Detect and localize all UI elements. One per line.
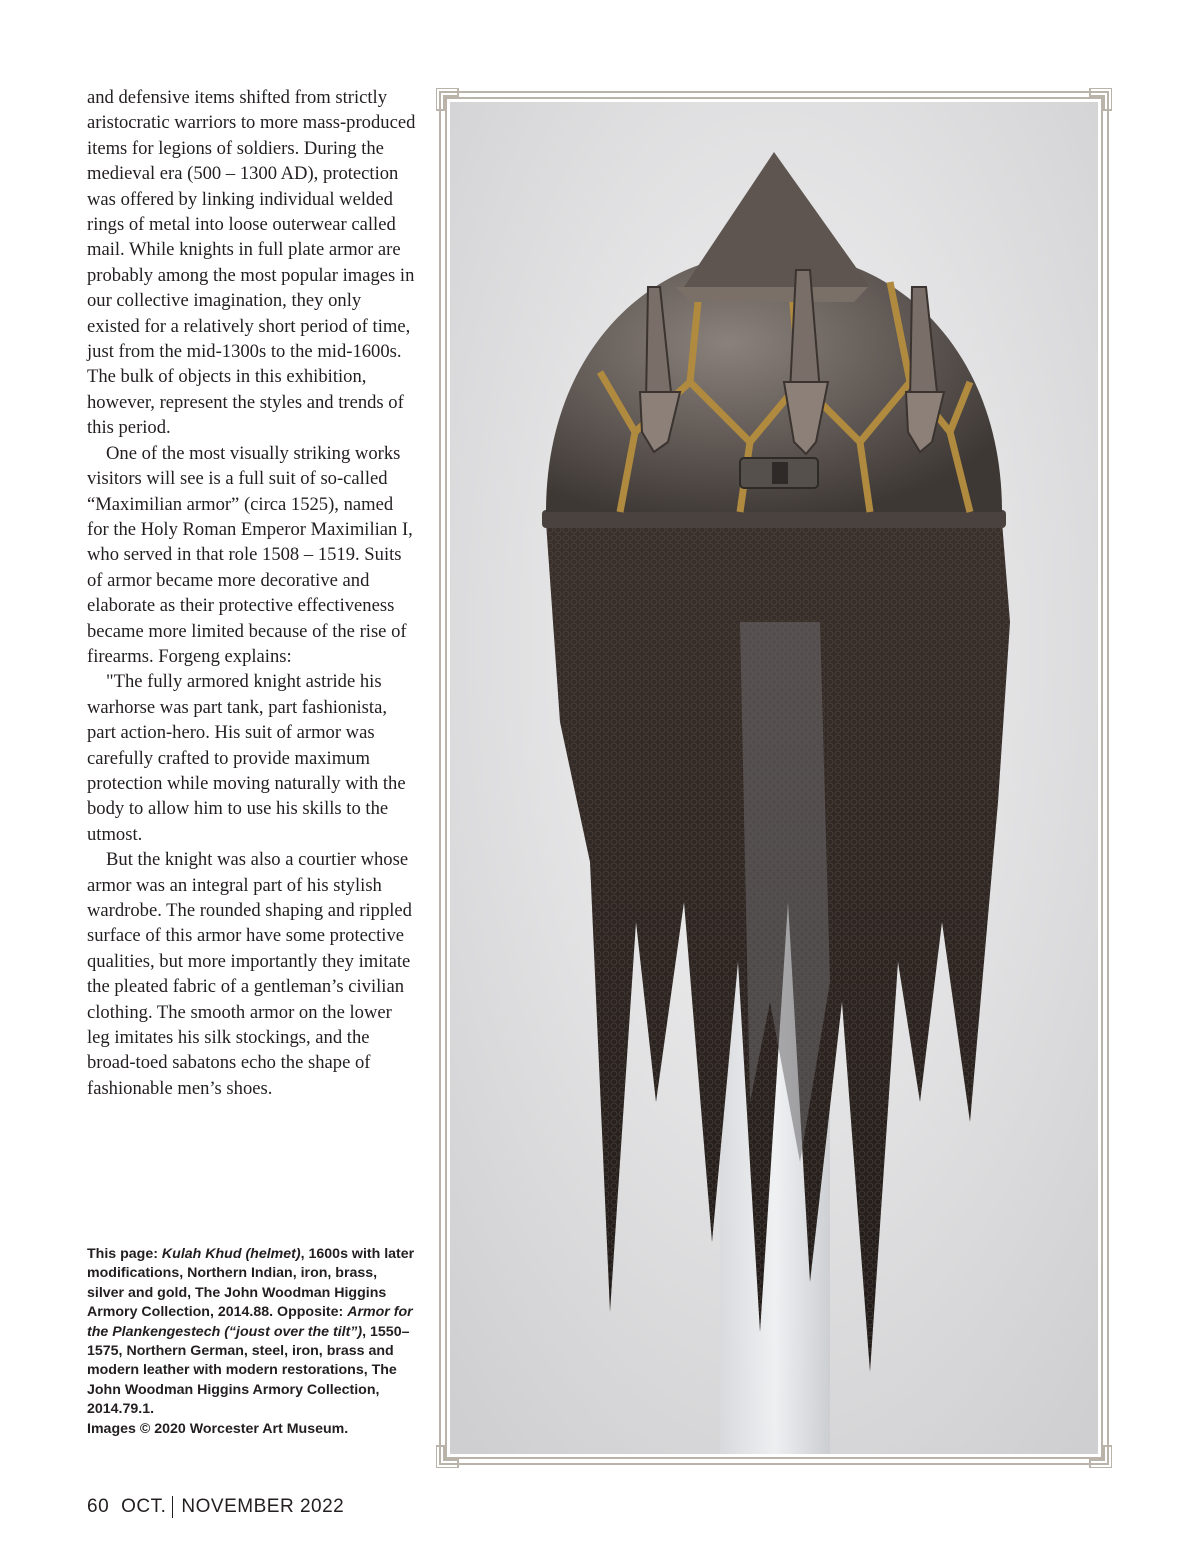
page-footer bbox=[87, 1496, 344, 1518]
issue-month-left: OCT. bbox=[121, 1496, 167, 1517]
caption-this-page-title: Kulah Khud (helmet) bbox=[161, 1246, 301, 1262]
caption-this-page-details: , 1600s with later modifications, Northern Indian, iron, brass, silver and gold, The John Woodman Higgins Armory Collection, 2014.88. bbox=[87, 1246, 415, 1321]
caption-credit: Images © 2020 Worcester Art Museum. bbox=[87, 1420, 349, 1437]
caption-opposite-title: Armor for the Plankengestech (“joust over the tilt”) bbox=[87, 1304, 413, 1340]
photo-frame bbox=[436, 88, 1112, 1468]
caption-opposite-details: , 1550–1575, Northern German, steel, iron, brass and modern leather with modern restorations, The John Woodman Higgins Armory Collection, 2014.79.1. bbox=[87, 1323, 410, 1418]
page-number: 60 bbox=[87, 1496, 110, 1517]
caption-opposite-label: Opposite: bbox=[277, 1304, 344, 1321]
caption-this-page-label: This page: bbox=[87, 1246, 158, 1262]
article-body bbox=[87, 85, 417, 1101]
paragraph-4-quote: But the knight was also a courtier whose armor was an integral part of his stylish wardrobe. The rounded shaping and rippled surface of this armor have some protective qualities, but more importantly they imitate the pleated fabric of a gentleman’s civilian clothing. The smooth armor on the lower leg imitates his silk stockings, and the broad-toed sabatons echo the shape of fashionable men’s shoes. bbox=[87, 849, 412, 1099]
paragraph-2: One of the most visually striking works visitors will see is a full suit of so-called “Maximilian armor” (circa 1525), named for the Holy Roman Emperor Maximilian I, who served in that role 1508 – 1519. Suits of armor became more decorative and elaborate as their protective effectiveness became more limited because of the rise of firearms. Forgeng explains: bbox=[87, 442, 413, 667]
issue-month-right: NOVEMBER 2022 bbox=[181, 1496, 345, 1517]
helmet-photo bbox=[450, 102, 1098, 1454]
footer-divider bbox=[172, 1496, 173, 1518]
paragraph-1: and defensive items shifted from strictly aristocratic warriors to more mass-produced items for legions of soldiers. During the medieval era (500 – 1300 AD), protection was offered by linking individual welded rings of metal into loose outerwear called mail. While knights in full plate armor are probably among the most popular images in our collective imagination, they only existed for a relatively short period of time, just from the mid-1300s to the mid-1600s. The bulk of objects in this exhibition, however, represent the styles and trends of this period. bbox=[87, 87, 416, 439]
kulah-khud-helmet-illustration bbox=[450, 102, 1098, 1454]
image-caption bbox=[87, 1245, 417, 1439]
paragraph-3-quote: "The fully armored knight astride his warhorse was part tank, part fashionista, part action-hero. His suit of armor was carefully crafted to provide maximum protection while moving naturally with the body to allow him to use his skills to the utmost. bbox=[87, 671, 406, 845]
